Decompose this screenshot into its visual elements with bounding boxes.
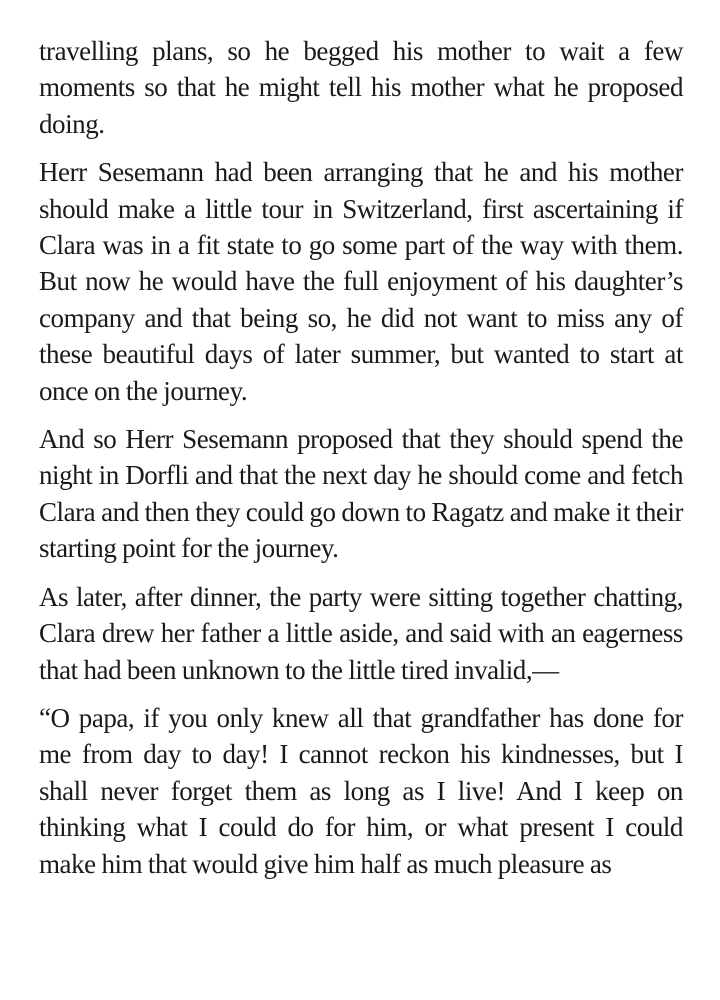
paragraph: travelling plans, so he begged his mother to wait a few moments so that he might tell his mother what he proposed doing. — [39, 36, 683, 139]
paragraph: As later, after dinner, the party were sitting together chatting, Clara drew her father a little aside, and said with an eagerness that had been unknown to the little tired invalid,— — [39, 581, 683, 685]
paragraph: And so Herr Sesemann proposed that they should spend the night in Dorfli and that the next day he should come and fetch Clara and then they could go down to Ragatz and make it their starting point for the journey. — [39, 424, 683, 564]
paragraph: Herr Sesemann had been arranging that he and his mother should make a little tour in Switzerland, first ascertaining if Clara was in a fit state to go some part of the way with them. But now he would have the full enjoyment of his daughter’s company and that being so, he did not want to miss any of these beautiful days of later summer, but wanted to start at once on the journey. — [39, 157, 683, 406]
book-page — [39, 33, 683, 894]
paragraph: “O papa, if you only knew all that grandfather has done for me from day to day! I cannot reckon his kindnesses, but I shall never forget them as long as I live! And I keep on thinking what I could do for him, or what present I could make him that would give him half as much pleasure as — [39, 702, 683, 879]
